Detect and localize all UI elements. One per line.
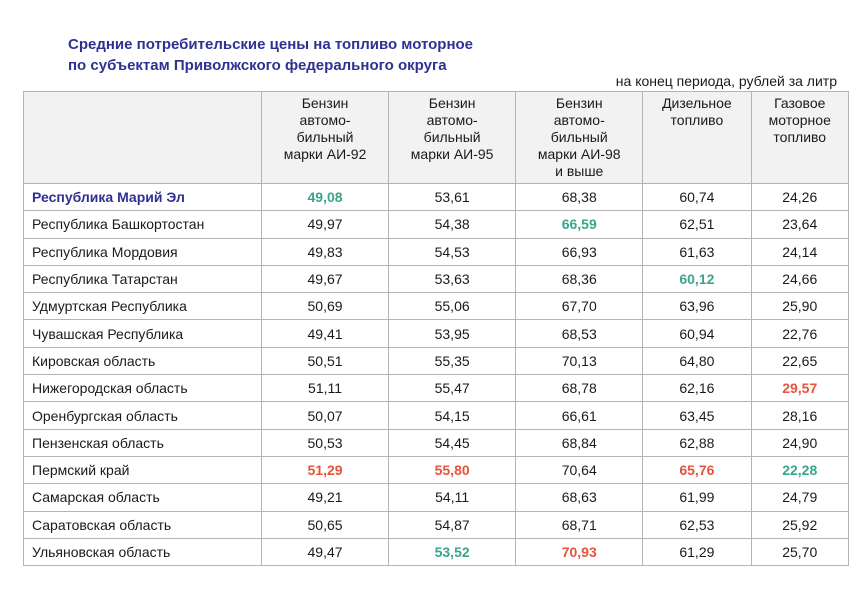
price-cell: 51,29 [262,456,389,483]
table-row [24,484,849,511]
price-cell: 53,52 [389,538,516,565]
table-row [24,265,849,292]
price-cell: 63,96 [643,293,751,320]
price-cell: 23,64 [751,211,849,238]
price-cell: 51,11 [262,375,389,402]
price-cell: 68,53 [516,320,643,347]
price-cell: 54,15 [389,402,516,429]
column-header-line: автомо- [299,112,351,128]
table-row [24,375,849,402]
region-name: Чувашская Республика [24,320,262,347]
table-row [24,347,849,374]
price-cell: 68,38 [516,184,643,211]
region-name: Республика Марий Эл [24,184,262,211]
price-cell: 25,92 [751,511,849,538]
price-cell: 49,83 [262,238,389,265]
price-cell: 49,08 [262,184,389,211]
price-cell: 50,51 [262,347,389,374]
price-cell: 66,59 [516,211,643,238]
price-cell: 65,76 [643,456,751,483]
column-header [262,92,389,184]
price-cell: 54,38 [389,211,516,238]
region-name: Нижегородская область [24,375,262,402]
price-cell: 60,12 [643,265,751,292]
price-cell: 70,93 [516,538,643,565]
price-cell: 50,69 [262,293,389,320]
price-cell: 61,99 [643,484,751,511]
region-name: Оренбургская область [24,402,262,429]
column-header-line: топливо [670,112,724,128]
price-cell: 68,36 [516,265,643,292]
column-header-line: Газовое [774,95,826,111]
price-cell: 54,87 [389,511,516,538]
price-cell: 29,57 [751,375,849,402]
region-name: Республика Башкортостан [24,211,262,238]
column-header-line: марки АИ-95 [410,146,494,162]
price-cell: 61,63 [643,238,751,265]
region-name: Саратовская область [24,511,262,538]
region-name: Кировская область [24,347,262,374]
price-cell: 49,47 [262,538,389,565]
price-cell: 55,80 [389,456,516,483]
price-cell: 55,35 [389,347,516,374]
column-header-line: топливо [773,129,827,145]
column-header-line: Дизельное [662,95,732,111]
price-cell: 66,61 [516,402,643,429]
price-cell: 22,28 [751,456,849,483]
price-cell: 49,41 [262,320,389,347]
price-cell: 68,63 [516,484,643,511]
price-cell: 24,14 [751,238,849,265]
price-cell: 68,78 [516,375,643,402]
region-name: Удмуртская Республика [24,293,262,320]
column-header-line: Бензин [555,95,603,111]
table-row [24,293,849,320]
price-cell: 28,16 [751,402,849,429]
price-cell: 70,64 [516,456,643,483]
price-cell: 22,76 [751,320,849,347]
table-header [24,92,849,184]
region-name: Ульяновская область [24,538,262,565]
price-cell: 66,93 [516,238,643,265]
price-cell: 50,07 [262,402,389,429]
price-cell: 54,45 [389,429,516,456]
title-line-2: по субъектам Приволжского федерального округа [68,57,447,74]
price-cell: 24,79 [751,484,849,511]
price-cell: 67,70 [516,293,643,320]
column-header [389,92,516,184]
price-cell: 49,97 [262,211,389,238]
price-cell: 25,90 [751,293,849,320]
table-row [24,538,849,565]
table-body [24,184,849,566]
price-cell: 54,53 [389,238,516,265]
table-row [24,320,849,347]
column-header-line: Бензин [428,95,476,111]
price-cell: 24,66 [751,265,849,292]
price-cell: 50,53 [262,429,389,456]
column-header-line: бильный [550,129,608,145]
price-cell: 24,90 [751,429,849,456]
column-header [516,92,643,184]
price-cell: 63,45 [643,402,751,429]
region-name: Самарская область [24,484,262,511]
table-row [24,211,849,238]
units-note: на конец периода, рублей за литр [615,73,837,89]
price-cell: 68,71 [516,511,643,538]
price-cell: 22,65 [751,347,849,374]
region-name: Республика Татарстан [24,265,262,292]
header-row [24,92,849,184]
region-name: Республика Мордовия [24,238,262,265]
price-cell: 54,11 [389,484,516,511]
column-header-line: бильный [296,129,354,145]
price-cell: 61,29 [643,538,751,565]
price-cell: 25,70 [751,538,849,565]
price-cell: 55,06 [389,293,516,320]
price-cell: 60,94 [643,320,751,347]
column-header-line: и выше [555,163,604,179]
table-row [24,456,849,483]
column-header-line: марки АИ-98 [537,146,621,162]
price-cell: 68,84 [516,429,643,456]
price-cell: 50,65 [262,511,389,538]
title-line-1: Средние потребительские цены на топливо моторное [68,36,474,53]
price-cell: 62,53 [643,511,751,538]
price-cell: 60,74 [643,184,751,211]
region-column-header [24,92,262,184]
price-cell: 62,88 [643,429,751,456]
price-cell: 62,51 [643,211,751,238]
price-cell: 49,67 [262,265,389,292]
price-cell: 49,21 [262,484,389,511]
price-cell: 53,61 [389,184,516,211]
column-header [643,92,751,184]
column-header-line: Бензин [301,95,349,111]
table-row [24,238,849,265]
price-cell: 62,16 [643,375,751,402]
price-cell: 55,47 [389,375,516,402]
column-header-line: автомо- [426,112,478,128]
fuel-prices-table [23,91,849,566]
price-cell: 53,95 [389,320,516,347]
table-row [24,429,849,456]
page-title [68,34,473,76]
region-name: Пензенская область [24,429,262,456]
region-name: Пермский край [24,456,262,483]
price-cell: 24,26 [751,184,849,211]
table-row [24,184,849,211]
column-header-line: марки АИ-92 [283,146,367,162]
price-cell: 70,13 [516,347,643,374]
column-header-line: автомо- [553,112,605,128]
column-header [751,92,849,184]
column-header-line: моторное [768,112,831,128]
table-row [24,402,849,429]
table-row [24,511,849,538]
price-cell: 64,80 [643,347,751,374]
column-header-line: бильный [423,129,481,145]
price-cell: 53,63 [389,265,516,292]
